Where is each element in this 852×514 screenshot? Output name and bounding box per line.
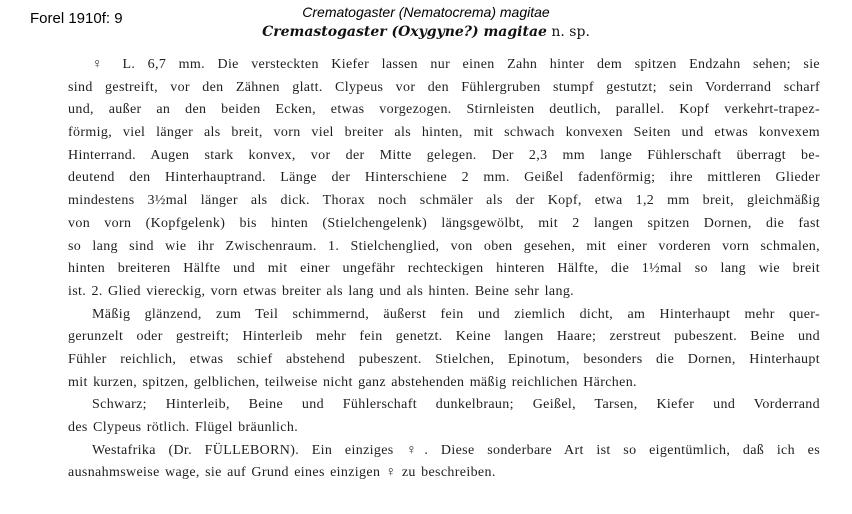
text-line: ♀ L. 6,7 mm. Die versteckten Kiefer lassen nur einen Zahn hinter dem spitzen Endzahn sehen; sie: [92, 57, 820, 72]
text-line: mit kurzen, spitzen, gelblichen, teilweise nicht ganz abstehenden mäßig reichlichen Härchen.: [68, 374, 637, 390]
text-line: so lang sind wie ihr Zwischenraum. 1. Stielchenglied, von oben gesehen, mit einer vorderen vorn schmalen,: [68, 238, 820, 254]
description-body: [68, 54, 820, 485]
text-line: Mäßig glänzend, zum Teil schimmernd, äußerst fein und ziemlich dicht, am Hinterhaupt mehr quer-: [92, 306, 820, 322]
text-line: des Clypeus rötlich. Flügel bräunlich.: [68, 420, 299, 435]
text-line: hinten breiteren Hälfte und mit einer ungefähr rechteckigen hinteren Hälfte, die 1½mal so lang wie breit: [68, 261, 820, 277]
plate-label: Forel 1910f: 9: [30, 10, 123, 27]
text-line: ausnahmsweise wage, sie auf Grund eines einzigen ♀ zu beschreiben.: [68, 465, 496, 481]
text-line: Westafrika (Dr. FÜLLEBORN). Ein einziges ♀. Diese sonderbare Art ist so eigentümlich, daß ich es: [92, 442, 820, 458]
text-line: mindestens 3½mal länger als dick. Thorax noch schmäler als der Kopf, etwa 1,2 mm breit, gleichmäßig: [68, 193, 820, 209]
text-line: Schwarz; Hinterleib, Beine und Fühlerschaft dunkelbraun; Geißel, Tarsen, Kiefer und Vorderrand: [92, 397, 820, 413]
text-line: sind gestreift, vor den Zähnen glatt. Clypeus vor den Fühlergruben stumpf gestutzt; sein Vorderrand scharf: [68, 79, 820, 95]
text-line: von vorn (Kopfgelenk) bis hinten (Stielchengelenk) längsgewölbt, mit 2 langen spitzen Dornen, die fast: [68, 215, 820, 231]
original-name-heading: [0, 24, 852, 40]
original-species-name: Cremastogaster (Oxygyne?) magitae: [262, 24, 547, 40]
new-species-status: n. sp.: [551, 24, 590, 40]
text-line: gerunzelt oder gestreift; Hinterleib mehr fein genetzt. Keine langen Haare; zerstreut pubeszent. Beine und: [68, 329, 820, 345]
text-line: und, außer an den beiden Ecken, etwas vorgezogen. Stirnleisten deutlich, parallel. Kopf verkehrt-trapez-: [68, 102, 820, 118]
text-line: ist. 2. Glied viereckig, vorn etwas breiter als lang und als hinten. Beine sehr lang.: [68, 283, 575, 299]
current-name-heading: Crematogaster (Nematocrema) magitae: [302, 4, 550, 20]
text-line: Fühler reichlich, etwas schief abstehend pubeszent. Stielchen, Epinotum, besonders die Dornen, Hinterhaupt: [68, 351, 820, 367]
text-line: deutend den Hinterhauptrand. Länge der Hinterschiene 2 mm. Geißel fadenförmig; ihre mittleren Glieder: [68, 170, 820, 186]
text-line: Hinterrand. Augen stark konvex, vor der Mitte gelegen. Der 2,3 mm lange Fühlerschaft überragt be-: [68, 147, 820, 163]
text-line: förmig, viel länger als breit, vorn viel breiter als hinten, mit schwach konvexen Seiten und etwas konvexem: [68, 125, 820, 141]
